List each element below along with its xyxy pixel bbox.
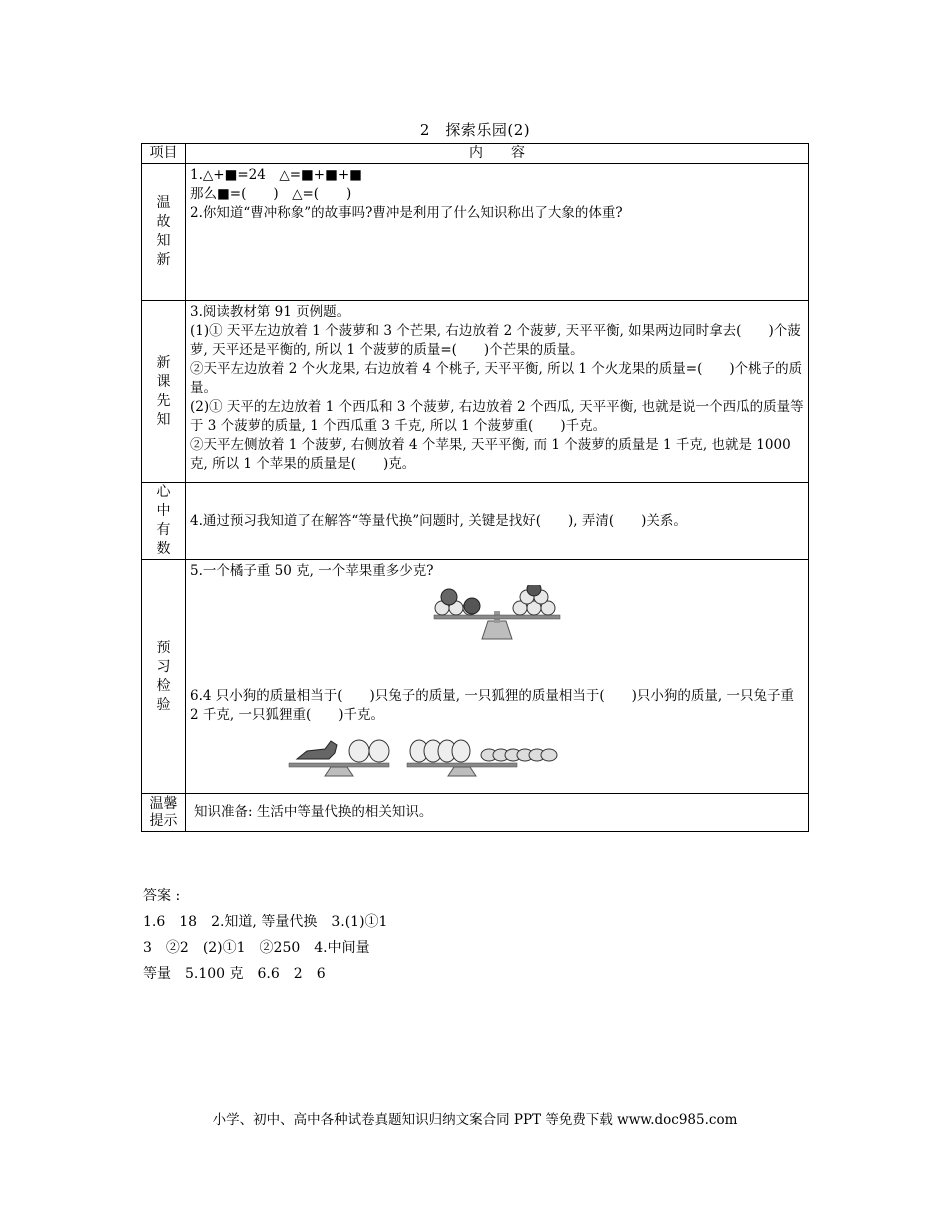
row-review: [142, 164, 809, 301]
row-tip: [142, 794, 809, 832]
row-preview-knowledge: [142, 301, 809, 483]
footer-text: 小学、初中、高中各种试卷真题知识归纳文案合同 PPT 等免费下载 www.doc985.com: [212, 1112, 738, 1128]
header-item: 项目: [142, 144, 186, 164]
row-preview-content: [186, 301, 809, 483]
answers-section: [143, 883, 387, 987]
balance-scale-fruit-figure: [190, 581, 804, 643]
row-mind-label-cell: [142, 483, 186, 560]
row-preview-label: 新课先知: [156, 354, 171, 428]
row-tip-content: [186, 794, 809, 832]
row-mind-content: [186, 483, 809, 560]
preview-line-4: (2)① 天平的左边放着 1 个西瓜和 3 个菠萝, 右边放着 2 个西瓜, 天平平衡, 也就是说一个西瓜的质量等于 3 个菠萝的质量, 1 个西瓜重 3 千克, 所以 1 个菠萝重( )千克。: [190, 399, 804, 434]
answers-line-1: 1.6 18 2.知道, 等量代换 3.(1)①1: [143, 914, 388, 930]
preview-line-1: 3.阅读教材第 91 页例题。: [190, 304, 351, 320]
preview-line-2: (1)① 天平左边放着 1 个菠萝和 3 个芒果, 右边放着 2 个菠萝, 天平平衡, 如果两边同时拿去( )个菠萝, 天平还是平衡的, 所以 1 个菠萝的质量=( )个芒果的质量。: [190, 323, 801, 358]
mind-line: 4.通过预习我知道了在解答“等量代换”问题时, 关键是找好( ), 弄清( )关系。: [190, 512, 687, 529]
row-check-label-cell: [142, 560, 186, 794]
row-review-label-cell: [142, 164, 186, 301]
row-check-label: 预习检验: [156, 639, 171, 713]
answers-heading: 答案 :: [143, 888, 181, 904]
answers-line-2: 3 ②2 (2)①1 ②250 4.中间量: [143, 940, 370, 956]
review-line-2: 那么■=( ) △=( ): [190, 186, 352, 202]
preview-line-3: ②天平左边放着 2 个火龙果, 右边放着 4 个桃子, 天平平衡, 所以 1 个火龙果的质量=( )个桃子的质量。: [190, 361, 803, 396]
row-mind: [142, 483, 809, 560]
row-mind-label: 心中有数: [156, 484, 171, 557]
row-tip-label-cell: [142, 794, 186, 832]
row-check-content: [186, 560, 809, 794]
row-check: [142, 560, 809, 794]
row-tip-label-bottom: 提示: [149, 812, 178, 829]
row-review-label: 温故知新: [156, 195, 171, 268]
question-6: 6.4 只小狗的质量相当于( )只兔子的质量, 一只狐狸的质量相当于( )只小狗的质量, 一只兔子重 2 千克, 一只狐狸重( )千克。: [190, 688, 794, 723]
header-row: [142, 144, 809, 164]
question-5: 5.一个橘子重 50 克, 一个苹果重多少克?: [190, 563, 434, 579]
review-line-3: 2.你知道“曹冲称象”的故事吗?曹冲是利用了什么知识称出了大象的体重?: [190, 205, 623, 221]
review-line-1: 1.△+■=24 △=■+■+■: [190, 167, 362, 183]
preview-line-5: ②天平左侧放着 1 个菠萝, 右侧放着 4 个苹果, 天平平衡, 而 1 个菠萝的质量是 1 千克, 也就是 1000 克, 所以 1 个苹果的质量是( )克。: [190, 437, 791, 472]
balance-scales-animal-figure: [190, 725, 804, 777]
page-title: 2 探索乐园(2): [419, 121, 531, 139]
header-content: 内 容: [186, 144, 809, 164]
answers-line-3: 等量 5.100 克 6.6 2 6: [143, 966, 326, 982]
worksheet-table: [141, 143, 809, 832]
row-preview-label-cell: [142, 301, 186, 483]
balance-scale-fruit-icon: [432, 585, 562, 643]
row-tip-label-top: 温馨: [149, 795, 178, 812]
balance-scales-animal-icon: [287, 729, 707, 777]
tip-text: 知识准备: 生活中等量代换的相关知识。: [194, 804, 433, 820]
row-review-content: [186, 164, 809, 301]
